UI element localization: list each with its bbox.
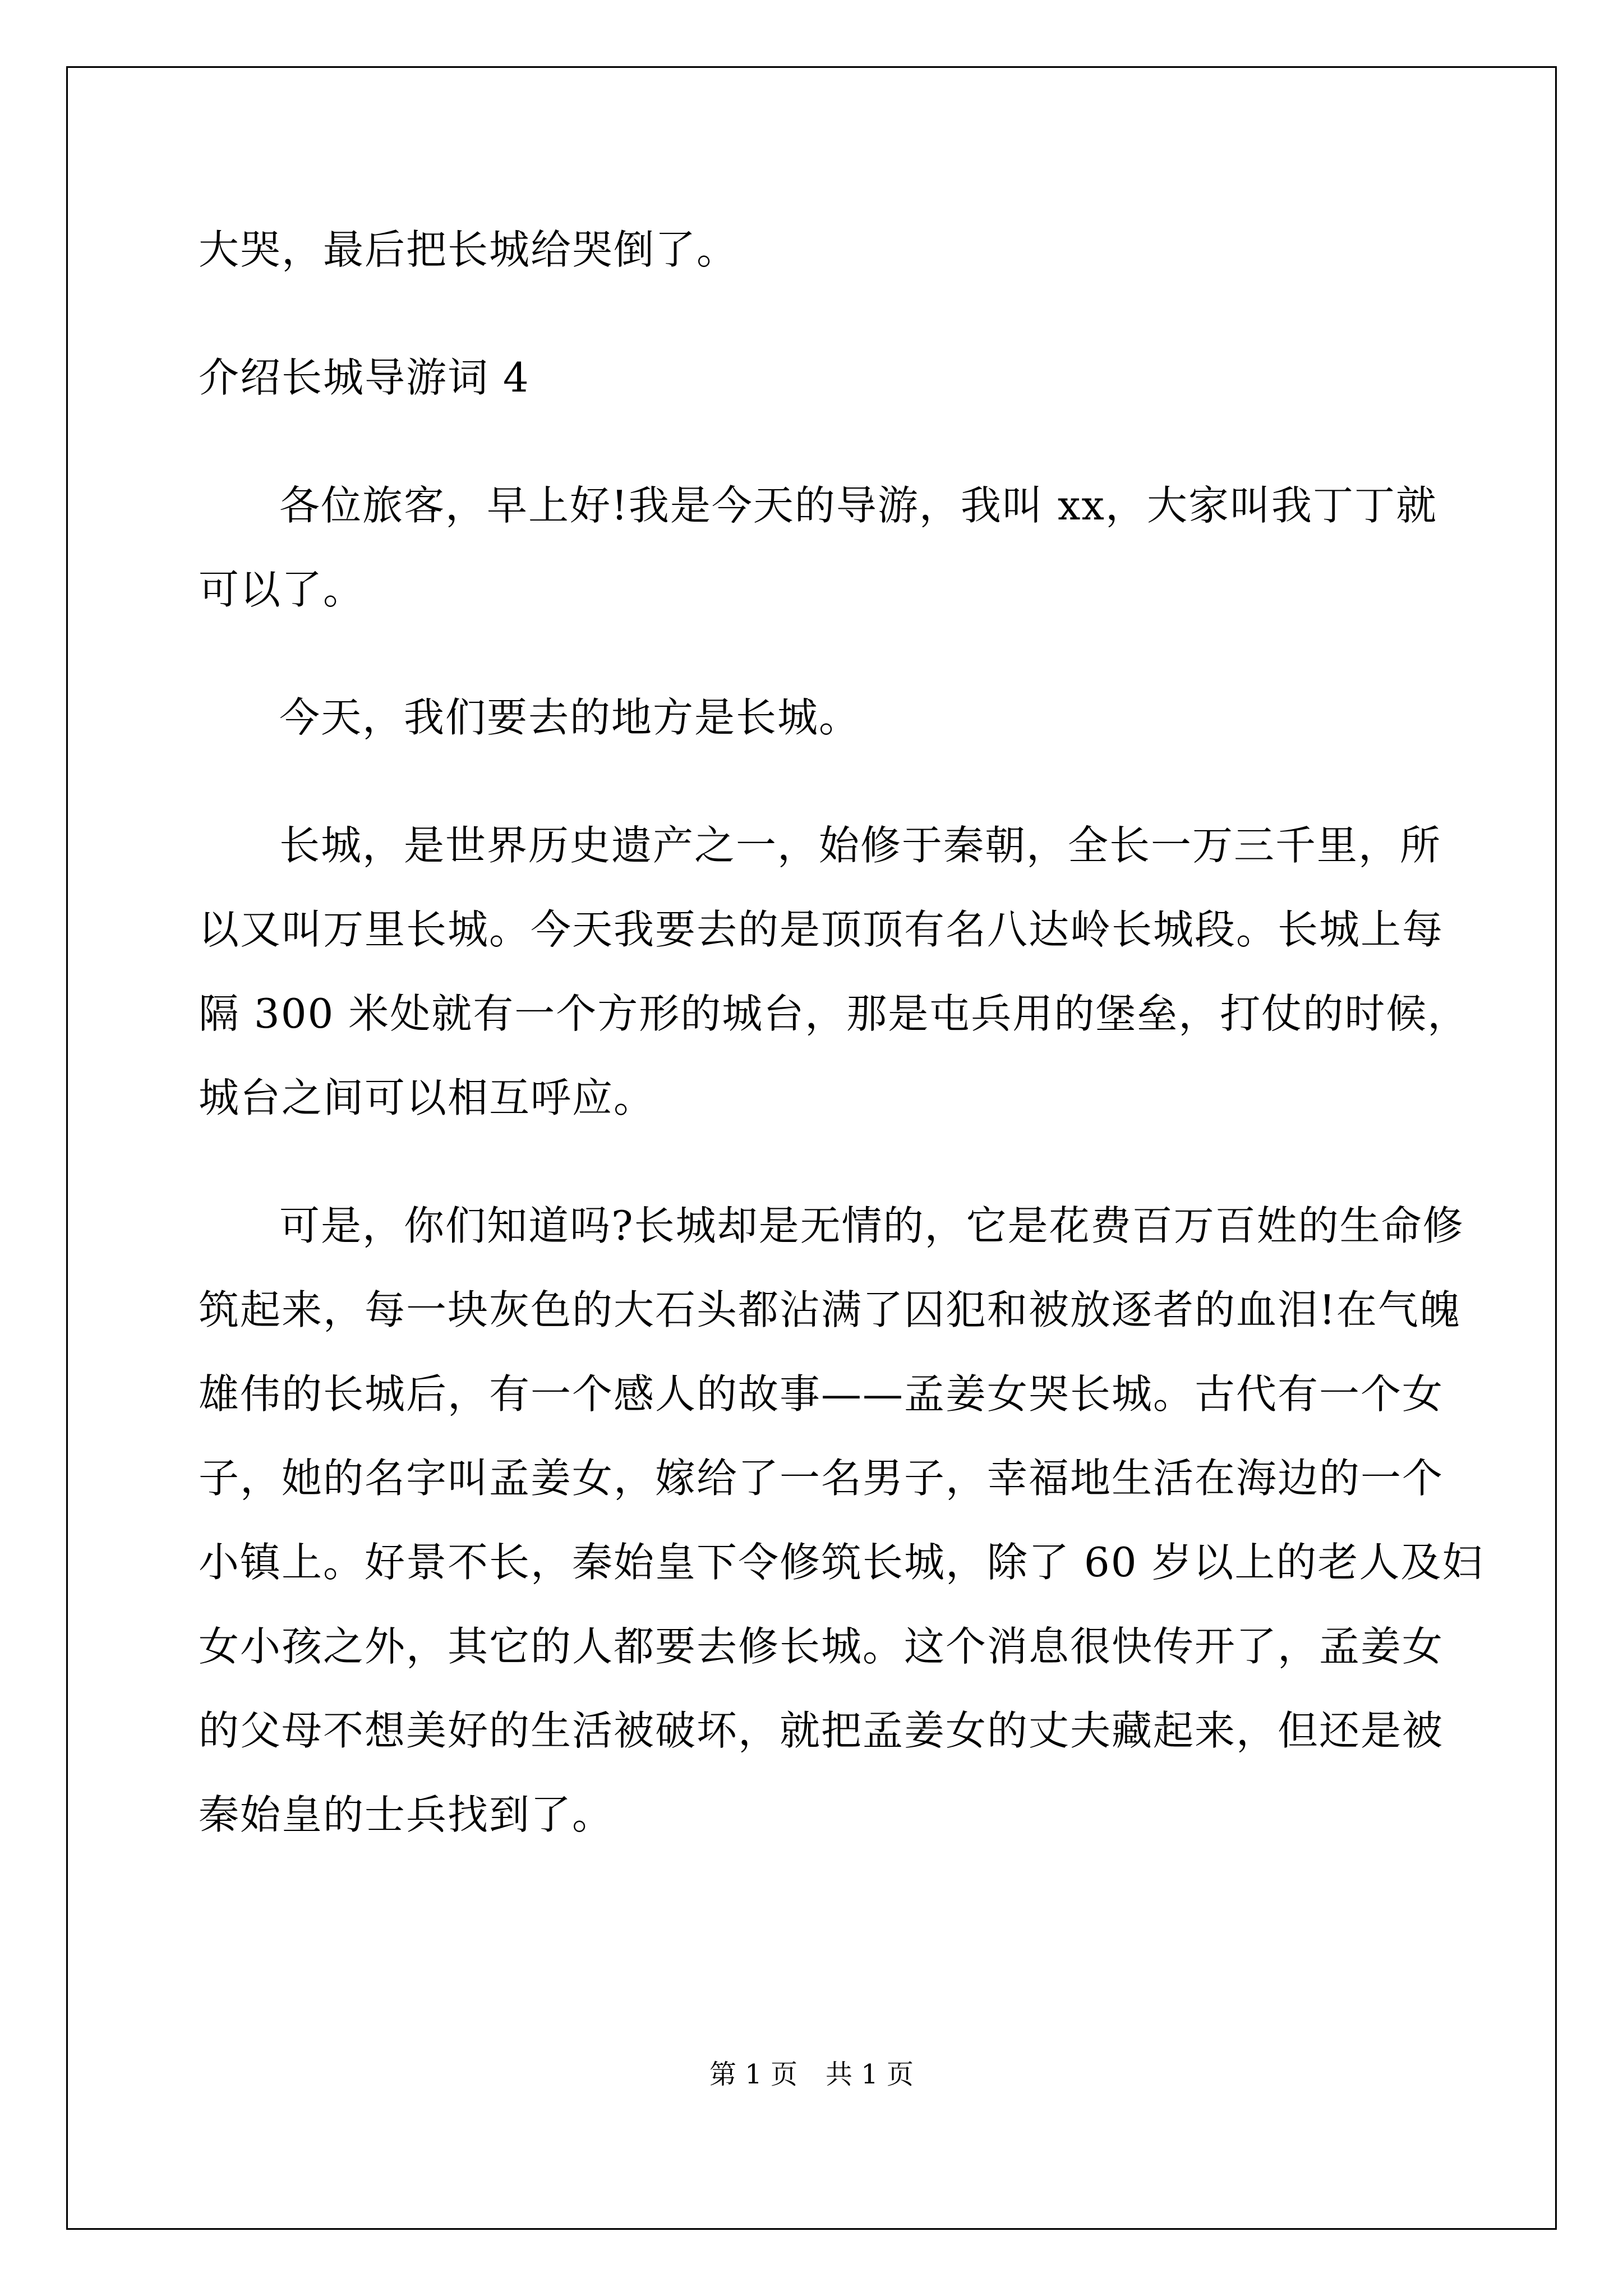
text-line: 城台之间可以相互呼应。 [199,1074,656,1121]
text-line: 子，她的名字叫孟姜女，嫁给了一名男子，幸福地生活在海边的一个 [199,1455,1444,1502]
text-line: 雄伟的长城后，有一个感人的故事——孟姜女哭长城。古代有一个女 [199,1370,1444,1418]
text-line: 可是，你们知道吗?长城却是无情的，它是花费百万百姓的生命修 [279,1202,1464,1249]
text-line: 各位旅客，早上好!我是今天的导游，我叫 xx，大家叫我丁丁就 [279,482,1438,529]
text-line: 大哭，最后把长城给哭倒了。 [199,226,739,273]
text-line: 秦始皇的士兵找到了。 [199,1791,614,1838]
text-line: 长城，是世界历史遗产之一，始修于秦朝，全长一万三千里，所 [279,822,1442,869]
page-total: 共 1 页 [826,2059,914,2090]
text-line: 小镇上。好景不长，秦始皇下令修筑长城，除了 60 岁以上的老人及妇 [199,1539,1484,1586]
section-heading: 介绍长城导游词 4 [199,354,530,401]
text-line: 可以了。 [199,566,365,613]
page-number: 第 1 页 [709,2059,797,2090]
text-line: 以又叫万里长城。今天我要去的是顶顶有名八达岭长城段。长城上每 [199,906,1444,953]
text-line: 今天，我们要去的地方是长城。 [279,694,861,741]
text-line: 筑起来，每一块灰色的大石头都沾满了囚犯和被放逐者的血泪!在气魄 [199,1286,1461,1333]
text-line: 女小孩之外，其它的人都要去修长城。这个消息很快传开了，孟姜女 [199,1623,1444,1670]
text-line: 隔 300 米处就有一个方形的城台，那是屯兵用的堡垒，打仗的时候， [199,990,1469,1037]
text-line: 的父母不想美好的生活被破坏，就把孟姜女的丈夫藏起来，但还是被 [199,1707,1444,1754]
page-footer [0,2058,1623,2091]
document-body [199,208,1484,1857]
